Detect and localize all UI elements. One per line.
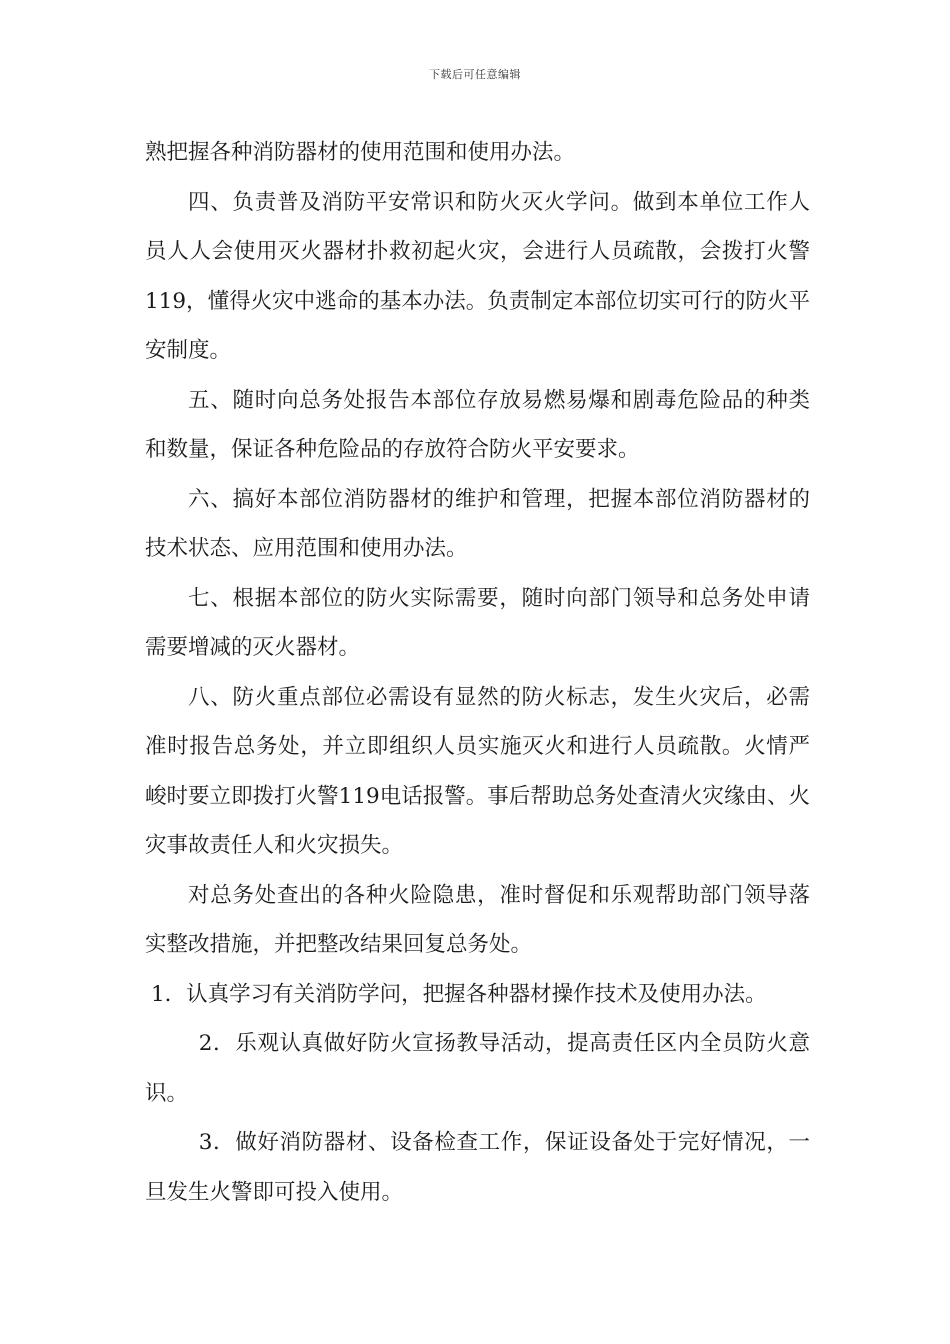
paragraph-item-6: 六、搞好本部位消防器材的维护和管理，把握本部位消防器材的技术状态、应用范围和使用办法。 <box>145 486 810 561</box>
paragraph-continuation: 熟把握各种消防器材的使用范围和使用办法。 <box>145 140 576 165</box>
page-header: 下载后可任意编辑 <box>429 68 521 81</box>
paragraph-item-8: 八、防火重点部位必需设有显然的防火标志，发生火灾后，必需准时报告总务处，并立即组织人员实施灭火和进行人员疏散。火情严峻时要立即拨打火警119电话报警。事后帮助总务处查清火灾缘由、火灾事故责任人和火灾损失。 <box>145 684 810 858</box>
paragraph-hazard-rectification: 对总务处查出的各种火险隐患，准时督促和乐观帮助部门领导落实整改措施，并把整改结果回复总务处。 <box>145 882 810 957</box>
document-body <box>145 128 810 1217</box>
paragraph-item-4: 四、负责普及消防平安常识和防火灭火学问。做到本单位工作人员人人会使用灭火器材扑救初起火灾，会进行人员疏散，会拨打火警119，懂得火灾中逃命的基本办法。负责制定本部位切实可行的防火平安制度。 <box>145 189 810 363</box>
paragraph-item-7: 七、根据本部位的防火实际需要，随时向部门领导和总务处申请需要增减的灭火器材。 <box>145 585 810 660</box>
list-item-3: 3．做好消防器材、设备检查工作，保证设备处于完好情况，一旦发生火警即可投入使用。 <box>145 1130 810 1205</box>
list-item-1: 1．认真学习有关消防学问，把握各种器材操作技术及使用办法。 <box>151 981 767 1007</box>
paragraph-item-5: 五、随时向总务处报告本部位存放易燃易爆和剧毒危险品的种类和数量，保证各种危险品的存放符合防火平安要求。 <box>145 387 810 462</box>
list-item-2: 2．乐观认真做好防火宣扬教导活动，提高责任区内全员防火意识。 <box>145 1031 810 1106</box>
